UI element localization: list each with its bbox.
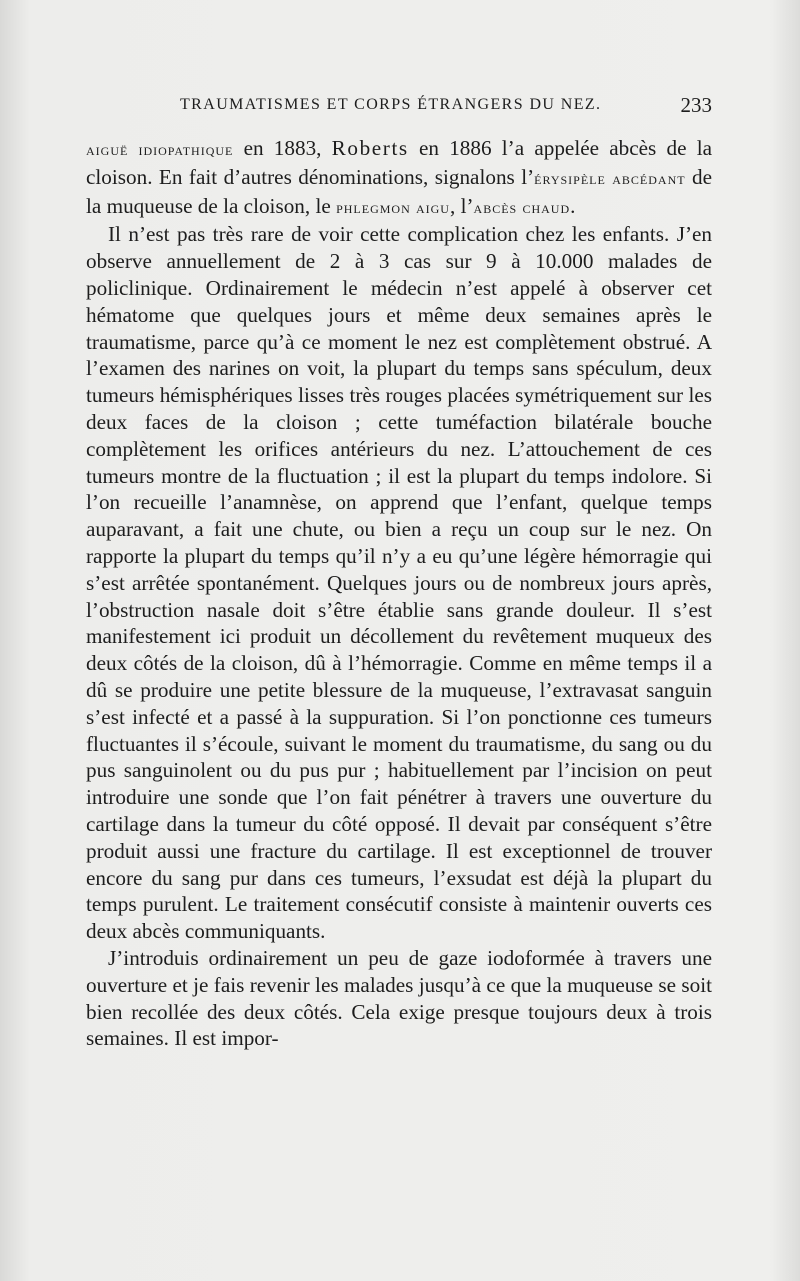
term-phlegmon-aigu: phlegmon aigu: [336, 197, 450, 217]
text-span: de la muqueuse de la cloison, le: [86, 164, 713, 218]
text-span: en 1886 l’a appelée abcès de la cloison. En fait d’autres dénominations, signalons l’: [86, 136, 712, 189]
text-span: en 1883,: [233, 136, 332, 160]
term-erysipele-abcedant: érysipèle abcédant: [534, 168, 686, 188]
body-text: [86, 135, 712, 1052]
text-span: .: [570, 193, 576, 218]
paragraph-3: J’introduis ordinairement un peu de gaze iodoformée à travers une ouverture et je fais revenir les malades jusqu’à ce que la muqueuse se soit bien recollée des deux côtés. Cela exige presque toujours deux à trois semaines. Il est impor-: [86, 945, 712, 1051]
author-name: Roberts: [331, 136, 409, 160]
text-span: , l’: [449, 193, 474, 218]
page-number: 233: [680, 93, 712, 117]
paragraph-1: [86, 135, 712, 221]
page-header: [86, 93, 712, 122]
term-aigue-idiopathique: aiguë idiopathique: [86, 140, 234, 159]
term-abces-chaud: abcès chaud: [473, 197, 571, 217]
running-title: TRAUMATISMES ET CORPS ÉTRANGERS DU NEZ.: [180, 96, 602, 113]
paragraph-2: Il n’est pas très rare de voir cette complication chez les enfants. J’en observe annuellement de 2 à 3 cas sur 9 à 10.000 malades de policlinique. Ordinairement le médecin n’est appelé à observer cet hématome que quelques jours et même deux semaines après le traumatisme, parce qu’à ce moment le nez est complètement obstrué. A l’examen des narines on voit, la plupart du temps sans spéculum, deux tumeurs hémisphériques lisses très rouges placées symétriquement sur les deux faces de la cloison ; cette tuméfaction bilatérale bouche complètement les orifices antérieurs du nez. L’attouchement de ces tumeurs montre de la fluctuation ; il est la plupart du temps indolore. Si l’on recueille l’anamnèse, on apprend que l’enfant, quelque temps auparavant, a fait une chute, ou bien a reçu un coup sur le nez. On rapporte la plupart du temps qu’il n’y a eu qu’une légère hémorragie qui s’est arrêtée spontanément. Quelques jours ou de nombreux jours après, l’obstruction nasale doit s’être établie sans grande douleur. Il s’est manifestement ici produit un décollement du revêtement muqueux des deux côtés de la cloison, dû à l’hémorragie. Comme en même temps il a dû se produire une petite blessure de la muqueuse, l’extravasat sanguin s’est infecté et a passé à la suppuration. Si l’on ponctionne ces tumeurs fluctuantes il s’écoule, suivant le moment du traumatisme, du sang ou du pus sanguinolent ou du pus pur ; habituellement par l’incision on peut introduire une sonde que l’on fait pénétrer à travers une ouverture du cartilage dans la tumeur du côté opposé. Il devait par conséquent s’être produit aussi une fracture du cartilage. Il est exceptionnel de trouver encore du sang pur dans ces tumeurs, l’exsudat est déjà la plupart du temps purulent. Le traitement consécutif consiste à maintenir ouverts ces deux abcès communiquants.: [86, 222, 712, 944]
